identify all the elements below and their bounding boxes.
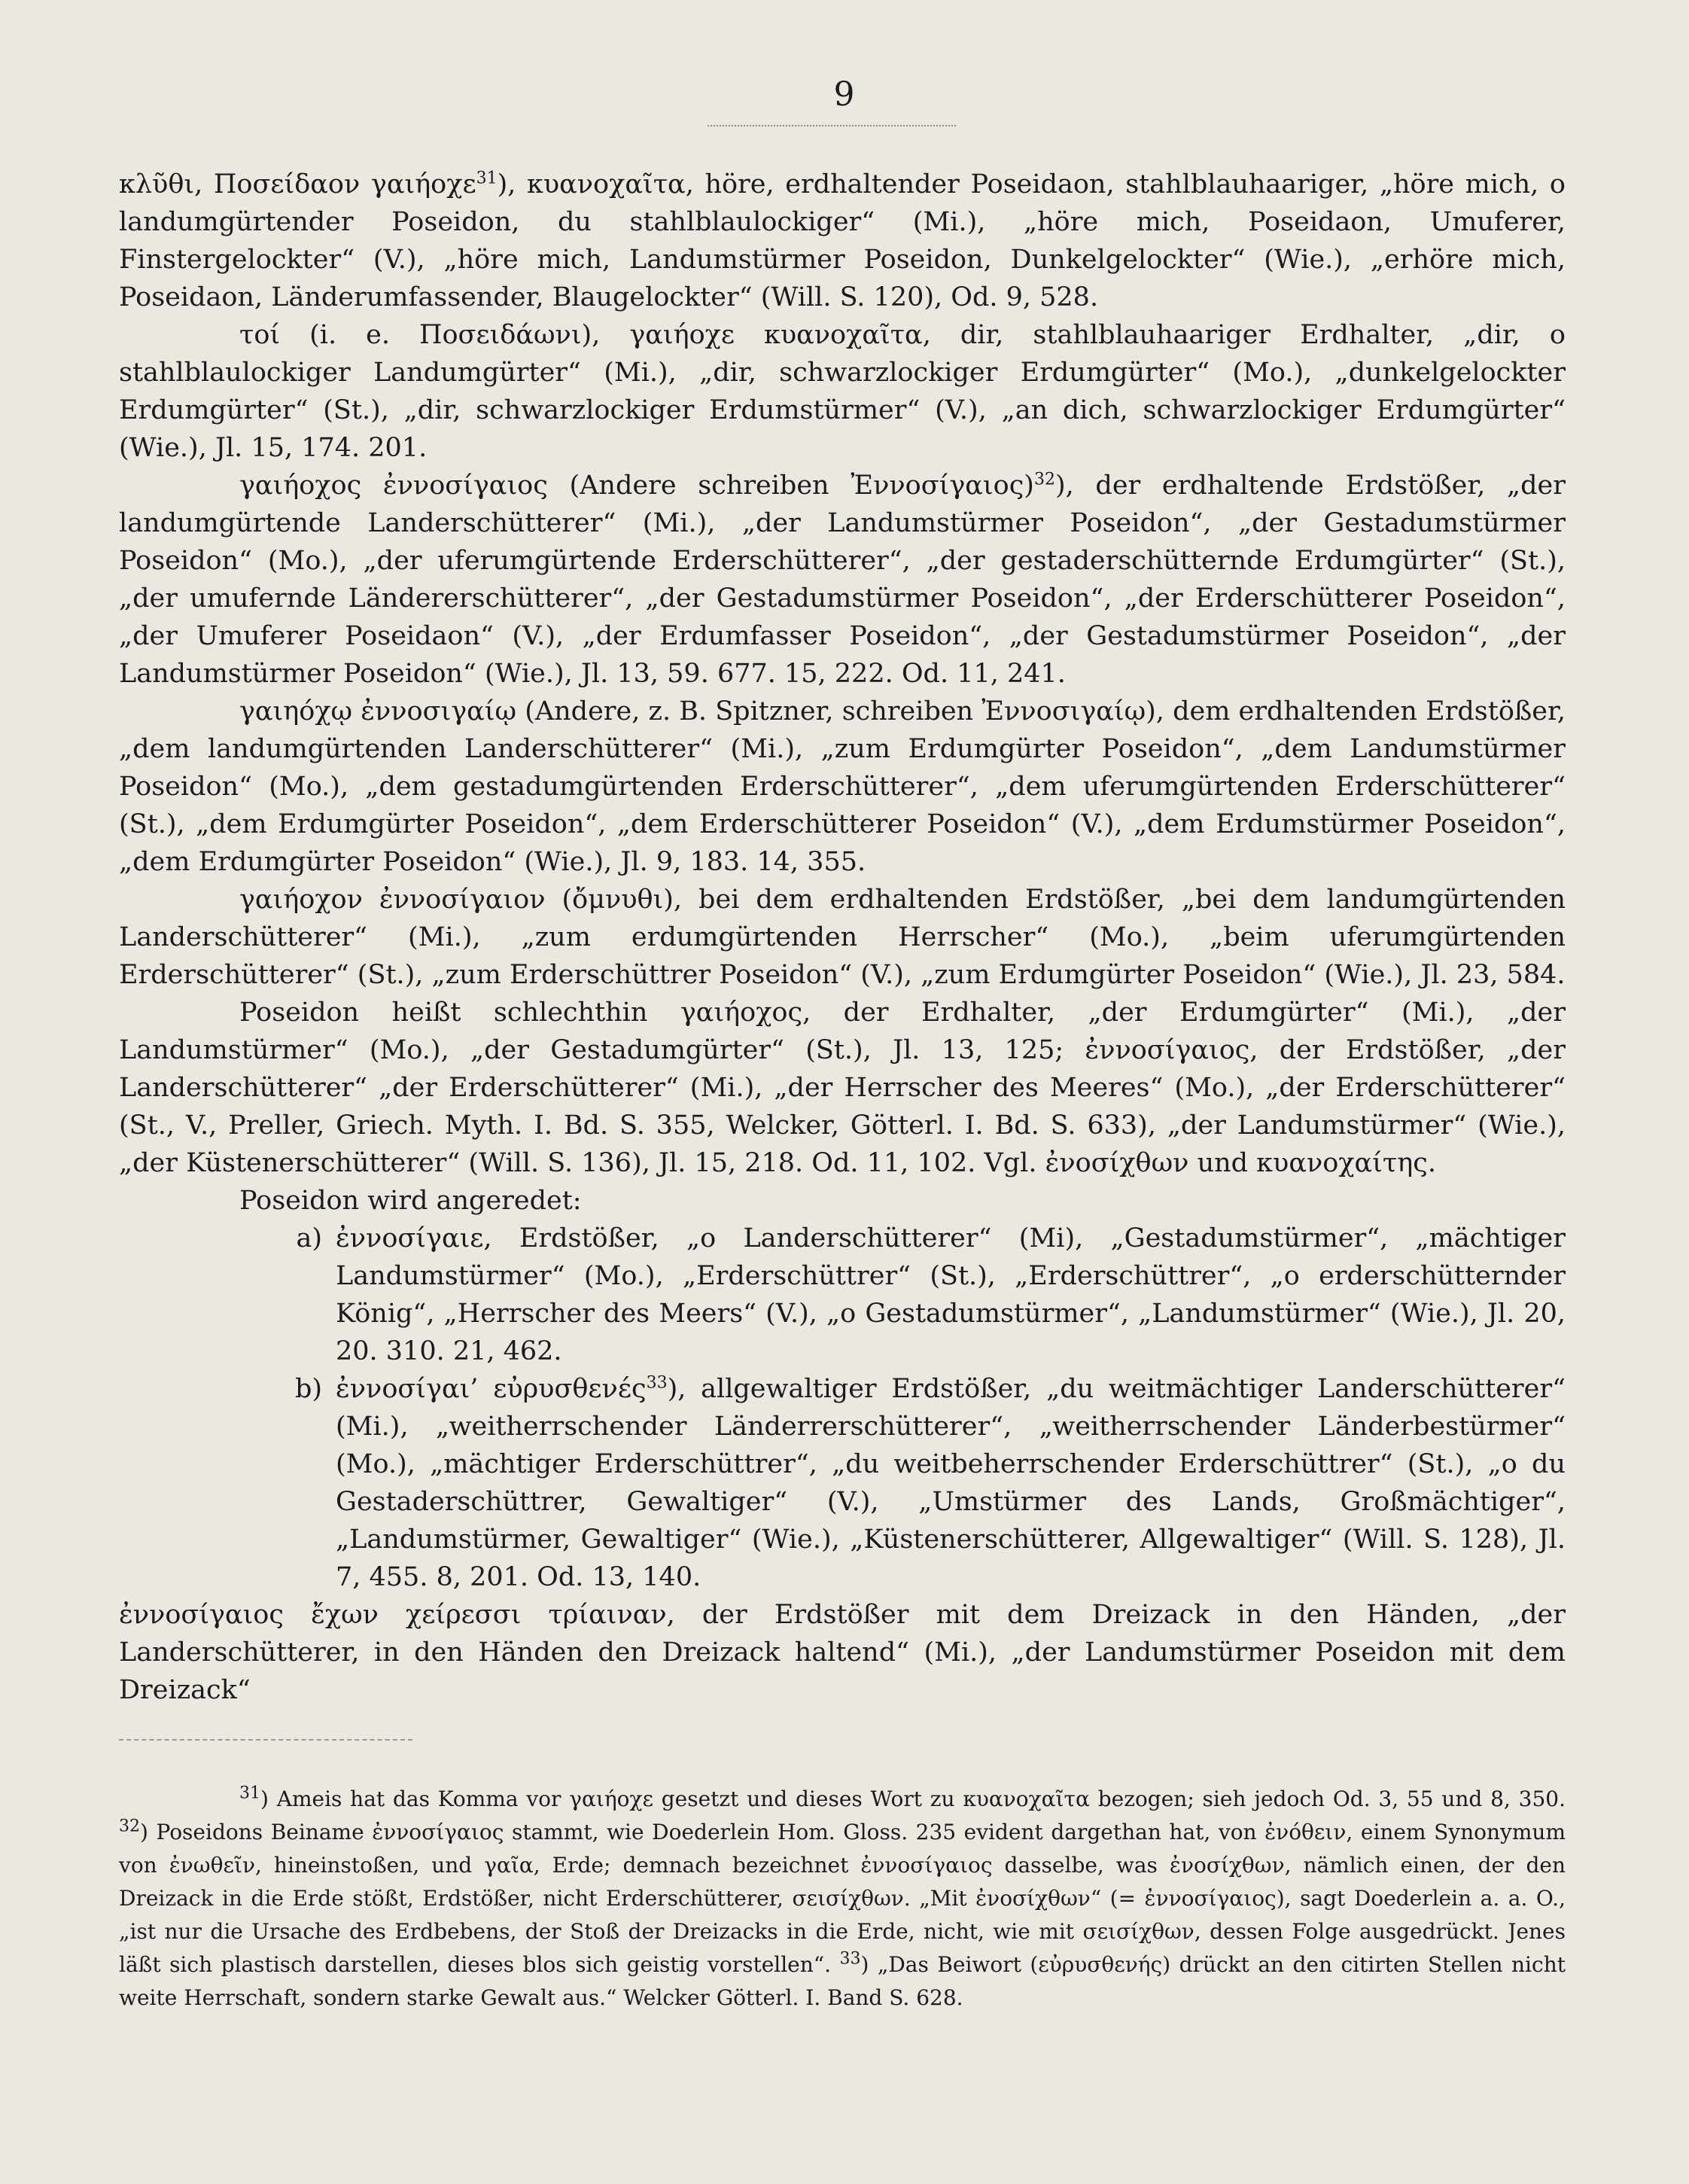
footnote-number: 31 — [239, 1783, 260, 1803]
list-item — [119, 1370, 1566, 1596]
paragraph: ἐννοσίγαιος ἔχων χείρεσσι τρίαιναν, der Erdstößer mit dem Dreizack in den Händen, „der Landerschütterer, in den Händen den Dreizack haltend“ (Mi.), „der Landumstürmer Poseidon mit dem Dreizack“ — [119, 1600, 1566, 1705]
footnote: $^{31}$) Ameis hat das Komma vor γαιήοχε gesetzt und dieses Wort zu κυανοχαῖτα bezogen; sieh jedoch Od. 3, 55 und 8, 350. $^{32}$) Poseidons Beiname ἐννοσίγαιος stammt, wie Doederlein Hom. Gloss. 235 evident dargethan hat, von ἐνόθειν, einem Synonymum von ἐνωθεῖν, hineinstoßen, und γαῖα, Erde; demnach bezeichnet ἐννοσίγαιος dasselbe, was ἐνοσίχθων, nämlich einen, der den Dreizack in die Erde stößt, Erdstößer, nicht Erderschütterer, σεισίχθων. „Mit ἐνοσίχθων“ (= ἐννοσίγαιος), sagt Doederlein a. a. O., „ist nur die Ursache des Erdbebens, der Stoß der Dreizacks in die Erde, nicht, wie mit σεισίχθων, dessen Folge ausgedrückt. Jenes läßt sich plastisch darstellen, dieses blos sich geistig vorstellen“. $^{33}$) „Das Beiwort (εὐρυσθενής) drückt an den citirten Stellen nicht weite Herrschaft, sondern starke Gewalt aus.“ Welcker Götterl. I. Band S. 628. — [119, 1783, 1566, 2010]
footnote-ref: 31 — [476, 169, 498, 188]
footnote-ref: 32 — [1033, 470, 1055, 489]
footnote-number: 32 — [119, 1817, 140, 1836]
footnote-divider — [119, 1739, 412, 1741]
page-number: 9 — [833, 75, 856, 114]
paragraph: Poseidon heißt schlechthin γαιήοχος, der Erdhalter, „der Erdumgürter“ (Mi.), „der Landumstürmer“ (Mo.), „der Gestadumgürter“ (St.), Jl. 13, 125; ἐννοσίγαιος, der Erdstößer, „der Landerschütterer“ „der Erderschütterer“ (Mi.), „der Herrscher des Meeres“ (Mo.), „der Erderschütterer“ (St., V., Preller, Griech. Myth. I. Bd. S. 355, Welcker, Götterl. I. Bd. S. 633), „der Landumstürmer“ (Wie.), „der Küstenerschütterer“ (Will. S. 136), Jl. 15, 218. Od. 11, 102. Vgl. ἐνοσίχθων und κυανοχαίτης. — [119, 998, 1566, 1178]
header-divider — [708, 125, 956, 126]
list-text: ἐννοσίγαι’ εὐρυσθενές$^{33}$), allgewaltiger Erdstößer, „du weitmächtiger Landerschütterer“ (Mi.), „weitherrschender Länderrerschütterer“, „weitherrschender Länderbestürmer“ (Mo.), „mächtiger Erderschüttrer“, „du weitbeherrschender Erderschüttrer“ (St.), „o du Gestaderschüttrer, Gewaltiger“ (V.), „Umstürmer des Lands, Großmächtiger“, „Landumstürmer, Gewaltiger“ (Wie.), „Küstenerschütterer, Allgewaltiger“ (Will. S. 128), Jl. 7, 455. 8, 201. Od. 13, 140. — [336, 1373, 1566, 1592]
footnotes — [119, 1783, 1566, 2015]
list-label: b) — [294, 1374, 322, 1404]
footnote-number: 33 — [839, 1949, 861, 1969]
paragraph: γαιήοχος ἐννοσίγαιος (Andere schreiben Ἐννοσίγαιος)$^{32}$), der erdhaltende Erdstößer, „der landumgürtende Landerschütterer“ (Mi.), „der Landumstürmer Poseidon“, „der Gestadumstürmer Poseidon“ (Mo.), „der uferumgürtende Erderschütterer“, „der gestaderschütternde Erdumgürter“ (St.), „der umufernde Ländererschütterer“, „der Gestadumstürmer Poseidon“, „der Erderschütterer Poseidon“, „der Umuferer Poseidaon“ (V.), „der Erdumfasser Poseidon“, „der Gestadumstürmer Poseidon“, „der Landumstürmer Poseidon“ (Wie.), Jl. 13, 59. 677. 15, 222. Od. 11, 241. — [119, 470, 1566, 689]
paragraph: Poseidon wird angeredet: — [239, 1186, 582, 1216]
list-text: ἐννοσίγαιε, Erdstößer, „o Landerschütterer“ (Mi), „Gestadumstürmer“, „mächtiger Landumstürmer“ (Mo.), „Erderschüttrer“ (St.), „Erderschüttrer“, „o erderschütternder König“, „Herrscher des Meers“ (V.), „o Gestadumstürmer“, „Landumstürmer“ (Wie.), Jl. 20, 20. 310. 21, 462. — [336, 1223, 1566, 1366]
paragraph: τοί (i. e. Ποσειδάωνι), γαιήοχε κυανοχαῖτα, dir, stahlblauhaariger Erdhalter, „dir, o stahlblaulockiger Landumgürter“ (Mi.), „dir, schwarzlockiger Erdumgürter“ (Mo.), „dunkelgelockter Erdumgürter“ (St.), „dir, schwarzlockiger Erdumstürmer“ (V.), „an dich, schwarzlockiger Erdumgürter“ (Wie.), Jl. 15, 174. 201. — [119, 320, 1566, 463]
paragraph: κλῦθι, Ποσείδαον γαιήοχε$^{31}$), κυανοχαῖτα, höre, erdhaltender Poseidaon, stahlblauhaariger, „höre mich, o landumgürtender Poseidon, du stahlblaulockiger“ (Mi.), „höre mich, Poseidaon, Umuferer, Finstergelockter“ (V.), „höre mich, Landumstürmer Poseidon, Dunkelgelockter“ (Wie.), „erhöre mich, Poseidaon, Länderumfassender, Blaugelockter“ (Will. S. 120), Od. 9, 528. — [119, 169, 1566, 312]
main-text — [119, 166, 1566, 1709]
paragraph: γαιηόχῳ ἐννοσιγαίῳ (Andere, z. B. Spitzner, schreiben Ἐννοσιγαίῳ), dem erdhaltenden Erdstößer, „dem landumgürtenden Landerschütterer“ (Mi.), „zum Erdumgürter Poseidon“, „dem Landumstürmer Poseidon“ (Mo.), „dem gestadumgürtenden Erderschütterer“, „dem uferumgürtenden Erderschütterer“ (St.), „dem Erdumgürter Poseidon“, „dem Erderschütterer Poseidon“ (V.), „dem Erdumstürmer Poseidon“, „dem Erdumgürter Poseidon“ (Wie.), Jl. 9, 183. 14, 355. — [119, 696, 1566, 877]
footnote-ref: 33 — [646, 1373, 668, 1393]
paragraph: γαιήοχον ἐννοσίγαιον (ὄμνυθι), bei dem erdhaltenden Erdstößer, „bei dem landumgürtenden Landerschütterer“ (Mi.), „zum erdumgürtenden Herrscher“ (Mo.), „beim uferumgürtenden Erderschütterer“ (St.), „zum Erderschüttrer Poseidon“ (V.), „zum Erdumgürter Poseidon“ (Wie.), Jl. 23, 584. — [119, 885, 1566, 990]
list-label: a) — [296, 1223, 322, 1253]
list-item — [119, 1220, 1566, 1370]
